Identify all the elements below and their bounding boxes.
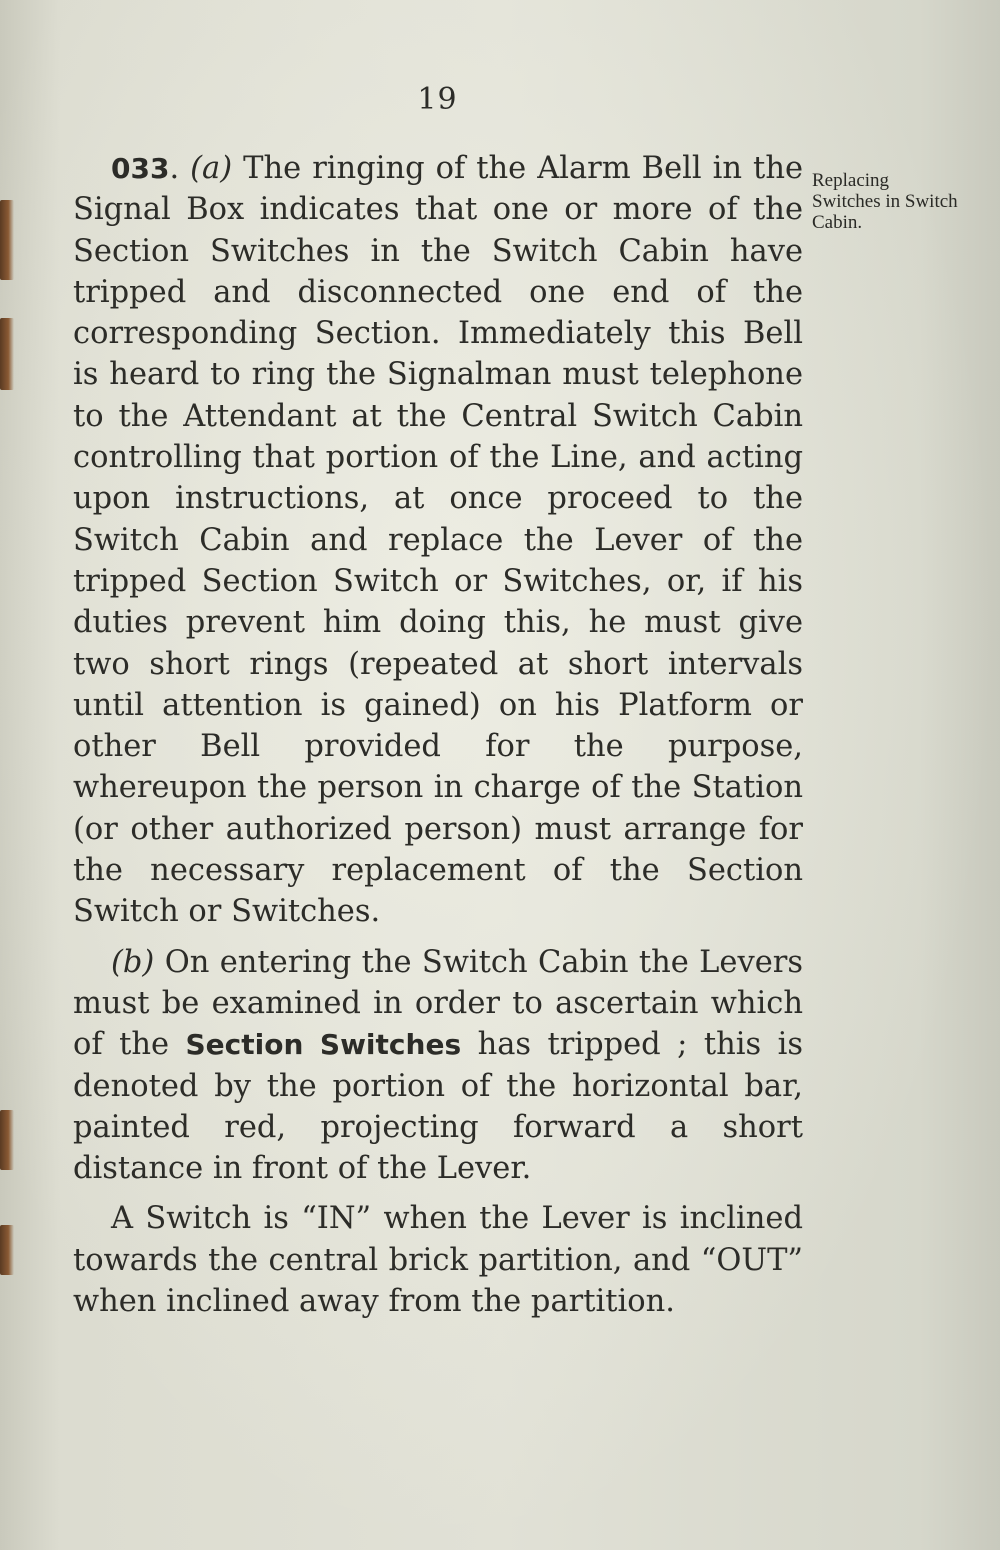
marginal-note: Replacing Switches in Switch Cabin. (812, 170, 958, 233)
paragraph-label-b: (b) (111, 944, 155, 980)
paragraph-a-text: The ringing of the Alarm Bell in the Signal Box indicates that one or more of the Section Switches in the Switch Cabin have tripped and disconnected one end of the corresponding Section. Immediately this Bell is heard to ring the Signalman must telephone to the Attendant at the Central Switch Cabin controlling that portion of the Line, and acting upon instructions, at once proceed to the Switch Cabin and replace the Lever of the tripped Section Switch or Switches, or, if his duties prevent him doing this, he must give two short rings (repeated at short intervals until attention is gained) on his Platform or other Bell provided for the purpose, whereupon the person in charge of the Station (or other authorized person) must arrange for the necessary replacement of the Section Switch or Switches. (73, 151, 804, 930)
paragraph-b-text-before: On entering the Switch Cabin the Levers must be examined in order to ascertain which of the (73, 944, 803, 1063)
body-text (73, 148, 803, 1322)
edge-stain (0, 1225, 14, 1275)
paragraph-label-a: (a) (190, 151, 233, 186)
edge-stain (0, 318, 14, 390)
page-number: 19 (417, 82, 458, 117)
paragraph-c (73, 1198, 803, 1322)
edge-stain (0, 200, 14, 280)
section-switches-emphasis: Section Switches (185, 1028, 462, 1062)
paragraph-number: 033 (111, 152, 170, 185)
paragraph-b (73, 942, 803, 1190)
edge-stain (0, 1110, 14, 1170)
paragraph-c-text: A Switch is “IN” when the Lever is inclined towards the central brick partition, and “OUT” when inclined away from the partition. (73, 1201, 803, 1320)
paragraph-b-text-after: has tripped ; this is denoted by the portion of the horizontal bar, painted red, projecting forward a short distance in front of the Lever. (73, 1027, 804, 1187)
paragraph-a: 033. (a) The ringing of the Alarm Bell in the Signal Box indicates that one or more of the Section Switches in the Switch Cabin have tripped and disconnected one end of the corresponding Section. Immediately this Bell is heard to ring the Signalman must telephone to the Attendant at the Central Switch Cabin controlling that portion of the Line, and acting upon instructions, at once proceed to the Switch Cabin and replace the Lever of the tripped Section Switch or Switches, or, if his duties prevent him doing this, he must give two short rings (repeated at short intervals until attention is gained) on his Platform or other Bell provided for the purpose, whereupon the person in charge of the Station (or other authorized person) must arrange for the necessary replacement of the Section Switch or Switches. (73, 151, 804, 930)
